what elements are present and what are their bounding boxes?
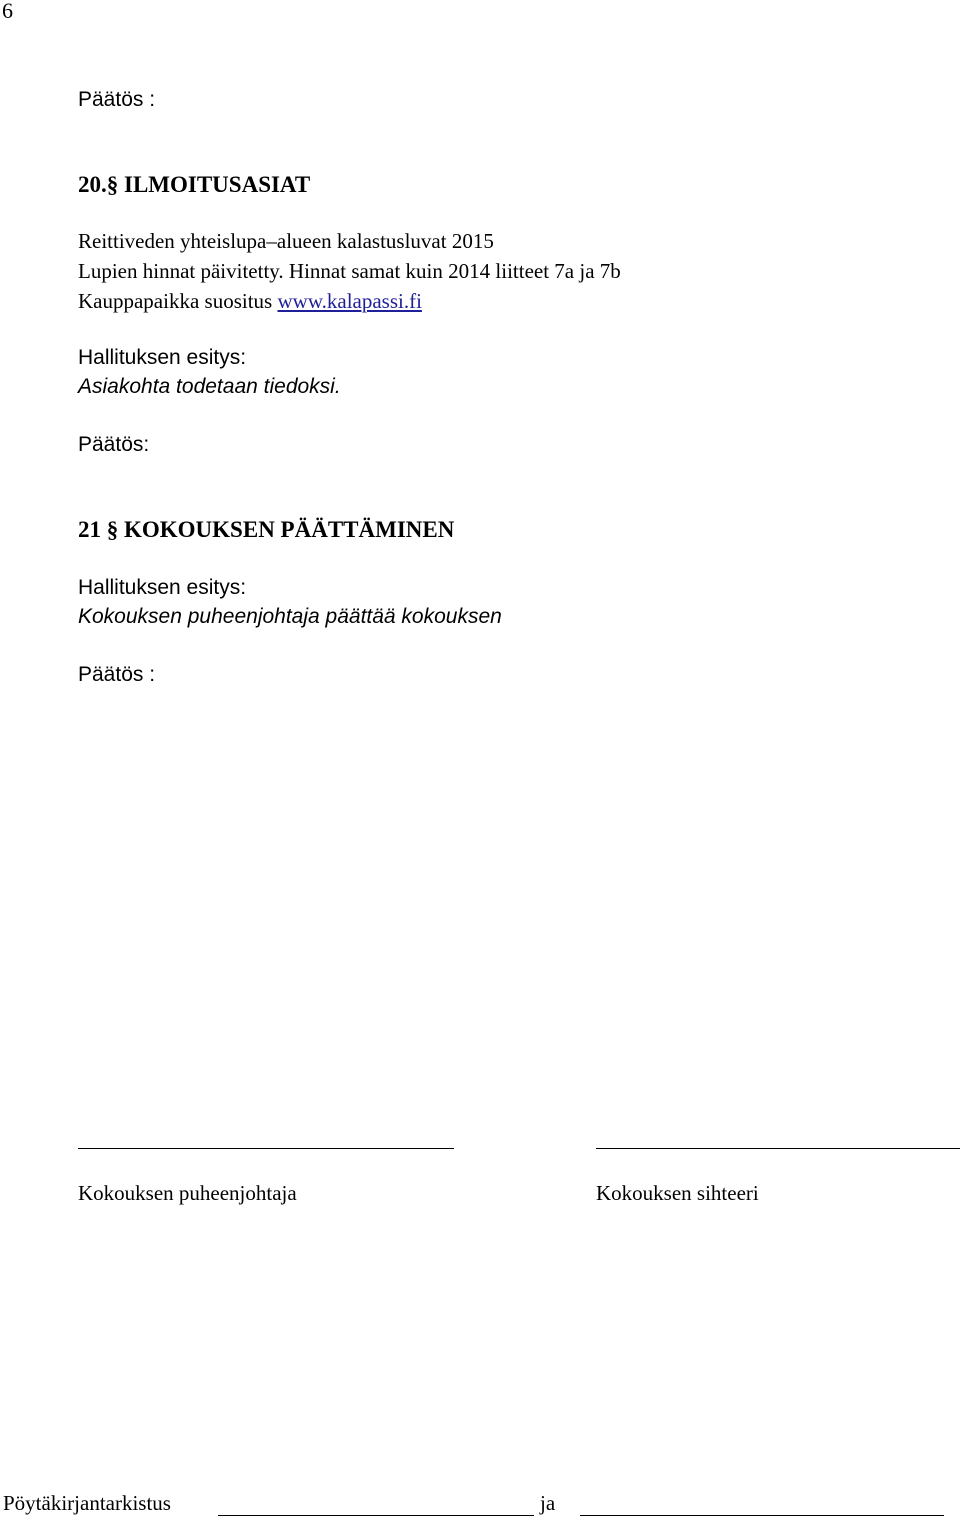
minutes-check-line-1 bbox=[218, 1515, 534, 1516]
section-20-proposal-label: Hallituksen esitys: bbox=[78, 346, 247, 369]
section-20-heading bbox=[78, 173, 310, 196]
section-21-proposal-label: Hallituksen esitys: bbox=[78, 576, 247, 599]
section-21-number: 21 bbox=[78, 517, 101, 542]
section-sign-icon: § bbox=[106, 517, 119, 542]
section-20-title: ILMOITUSASIAT bbox=[124, 172, 311, 197]
section-20-line-1: Reittiveden yhteislupa–alueen kalastusluvat 2015 bbox=[78, 229, 494, 253]
secretary-signature-line bbox=[596, 1148, 960, 1149]
minutes-check-line-2 bbox=[580, 1515, 944, 1516]
chair-signature-line bbox=[78, 1148, 454, 1149]
section-20-decision-label: Päätös: bbox=[78, 433, 150, 456]
section-20-line-3 bbox=[78, 291, 422, 312]
section-21-decision-label: Päätös : bbox=[78, 663, 156, 686]
chair-signature-label: Kokouksen puheenjohtaja bbox=[78, 1181, 297, 1205]
section-21-proposal-text: Kokouksen puheenjohtaja päättää kokouksen bbox=[78, 605, 502, 628]
section-20-number: 20. bbox=[78, 172, 107, 197]
section-21-heading bbox=[78, 518, 454, 541]
kalapassi-link[interactable]: www.kalapassi.fi bbox=[277, 289, 422, 313]
section-sign-icon: § bbox=[106, 172, 119, 197]
section-20-line-2: Lupien hinnat päivitetty. Hinnat samat kuin 2014 liitteet 7a ja 7b bbox=[78, 259, 621, 283]
decision-label-top: Päätös : bbox=[78, 88, 156, 111]
section-20-line-3-text: Kauppapaikka suositus bbox=[78, 289, 278, 313]
minutes-check-connector: ja bbox=[540, 1491, 556, 1515]
secretary-signature-label: Kokouksen sihteeri bbox=[596, 1181, 759, 1205]
section-20-proposal-text: Asiakohta todetaan tiedoksi. bbox=[78, 375, 341, 398]
page-number: 6 bbox=[2, 0, 13, 23]
section-21-title: KOKOUKSEN PÄÄTTÄMINEN bbox=[124, 517, 455, 542]
minutes-check-label: Pöytäkirjantarkistus bbox=[3, 1491, 171, 1515]
